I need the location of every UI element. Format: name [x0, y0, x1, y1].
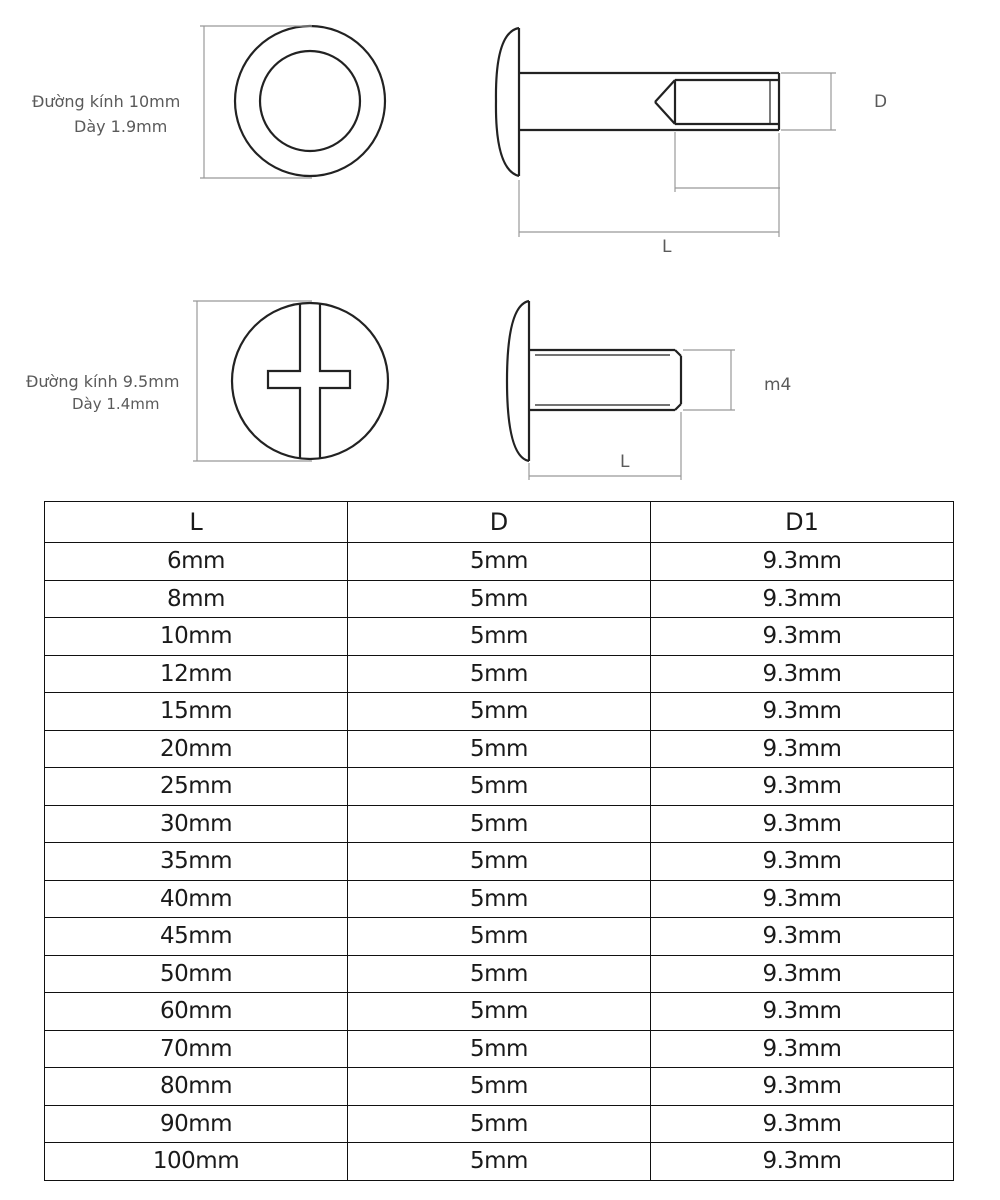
cell-d: 5mm [348, 1105, 651, 1143]
cell-d: 5mm [348, 693, 651, 731]
cell-d: 5mm [348, 543, 651, 581]
table-row [45, 580, 954, 618]
table-row [45, 543, 954, 581]
cell-l: 40mm [45, 880, 348, 918]
diameter-label-2: Đường kính 9.5mm [26, 372, 180, 391]
cell-l: 12mm [45, 655, 348, 693]
cell-l: 8mm [45, 580, 348, 618]
cell-l: 50mm [45, 955, 348, 993]
cell-d: 5mm [348, 955, 651, 993]
dimension-l-label-1: L [662, 237, 672, 257]
header-l: L [45, 502, 348, 543]
table-row [45, 805, 954, 843]
table-row [45, 1068, 954, 1106]
table-row [45, 730, 954, 768]
cell-l: 100mm [45, 1143, 348, 1181]
table-row [45, 1030, 954, 1068]
table-row [45, 993, 954, 1031]
table-row [45, 955, 954, 993]
spec-table [44, 501, 954, 1181]
cell-d1: 9.3mm [651, 768, 954, 806]
cell-l: 70mm [45, 1030, 348, 1068]
cell-l: 30mm [45, 805, 348, 843]
screw-side-view [507, 301, 681, 461]
table-header-row [45, 502, 954, 543]
cell-d1: 9.3mm [651, 1068, 954, 1106]
cell-d: 5mm [348, 1143, 651, 1181]
cell-d1: 9.3mm [651, 955, 954, 993]
screw-front-view [232, 303, 388, 459]
cell-d: 5mm [348, 880, 651, 918]
thickness-label-1: Dày 1.9mm [74, 117, 168, 136]
table-row [45, 655, 954, 693]
screw-diameter-dimension [193, 301, 312, 461]
table-row [45, 1143, 954, 1181]
dimension-d-label: D [874, 92, 888, 112]
cell-d1: 9.3mm [651, 1030, 954, 1068]
cell-d: 5mm [348, 1030, 651, 1068]
cell-d: 5mm [348, 1068, 651, 1106]
cell-d: 5mm [348, 918, 651, 956]
diameter-label-1: Đường kính 10mm [32, 92, 181, 111]
cell-d: 5mm [348, 993, 651, 1031]
cell-d1: 9.3mm [651, 655, 954, 693]
screw-dimensions [529, 350, 735, 480]
sleeve-nut-dimensions [519, 73, 836, 237]
cell-d1: 9.3mm [651, 880, 954, 918]
cell-l: 25mm [45, 768, 348, 806]
cell-d: 5mm [348, 805, 651, 843]
cell-l: 20mm [45, 730, 348, 768]
cell-d: 5mm [348, 768, 651, 806]
table-row [45, 918, 954, 956]
cell-l: 10mm [45, 618, 348, 656]
cell-l: 80mm [45, 1068, 348, 1106]
dimension-l-label-2: L [620, 452, 630, 472]
sleeve-nut-front-view [235, 26, 385, 176]
thickness-label-2: Dày 1.4mm [72, 395, 160, 413]
header-d1: D1 [651, 502, 954, 543]
cell-d1: 9.3mm [651, 618, 954, 656]
cell-l: 90mm [45, 1105, 348, 1143]
cell-l: 6mm [45, 543, 348, 581]
table-row [45, 880, 954, 918]
cell-d1: 9.3mm [651, 1143, 954, 1181]
cell-l: 15mm [45, 693, 348, 731]
cell-d1: 9.3mm [651, 693, 954, 731]
cell-d1: 9.3mm [651, 805, 954, 843]
sleeve-nut-side-view [496, 28, 779, 176]
cell-l: 35mm [45, 843, 348, 881]
cell-d: 5mm [348, 655, 651, 693]
cell-d: 5mm [348, 618, 651, 656]
cell-d1: 9.3mm [651, 843, 954, 881]
table-row [45, 693, 954, 731]
cell-d1: 9.3mm [651, 580, 954, 618]
table-row [45, 768, 954, 806]
cell-l: 60mm [45, 993, 348, 1031]
cell-d1: 9.3mm [651, 730, 954, 768]
table-row [45, 843, 954, 881]
cell-d1: 9.3mm [651, 918, 954, 956]
cell-d1: 9.3mm [651, 1105, 954, 1143]
cell-d: 5mm [348, 843, 651, 881]
cell-d1: 9.3mm [651, 543, 954, 581]
cell-d: 5mm [348, 730, 651, 768]
technical-drawings [0, 0, 1000, 490]
cell-l: 45mm [45, 918, 348, 956]
table-row [45, 618, 954, 656]
cell-d1: 9.3mm [651, 993, 954, 1031]
thread-m4-label: m4 [764, 375, 792, 395]
header-d: D [348, 502, 651, 543]
table-row [45, 1105, 954, 1143]
cell-d: 5mm [348, 580, 651, 618]
